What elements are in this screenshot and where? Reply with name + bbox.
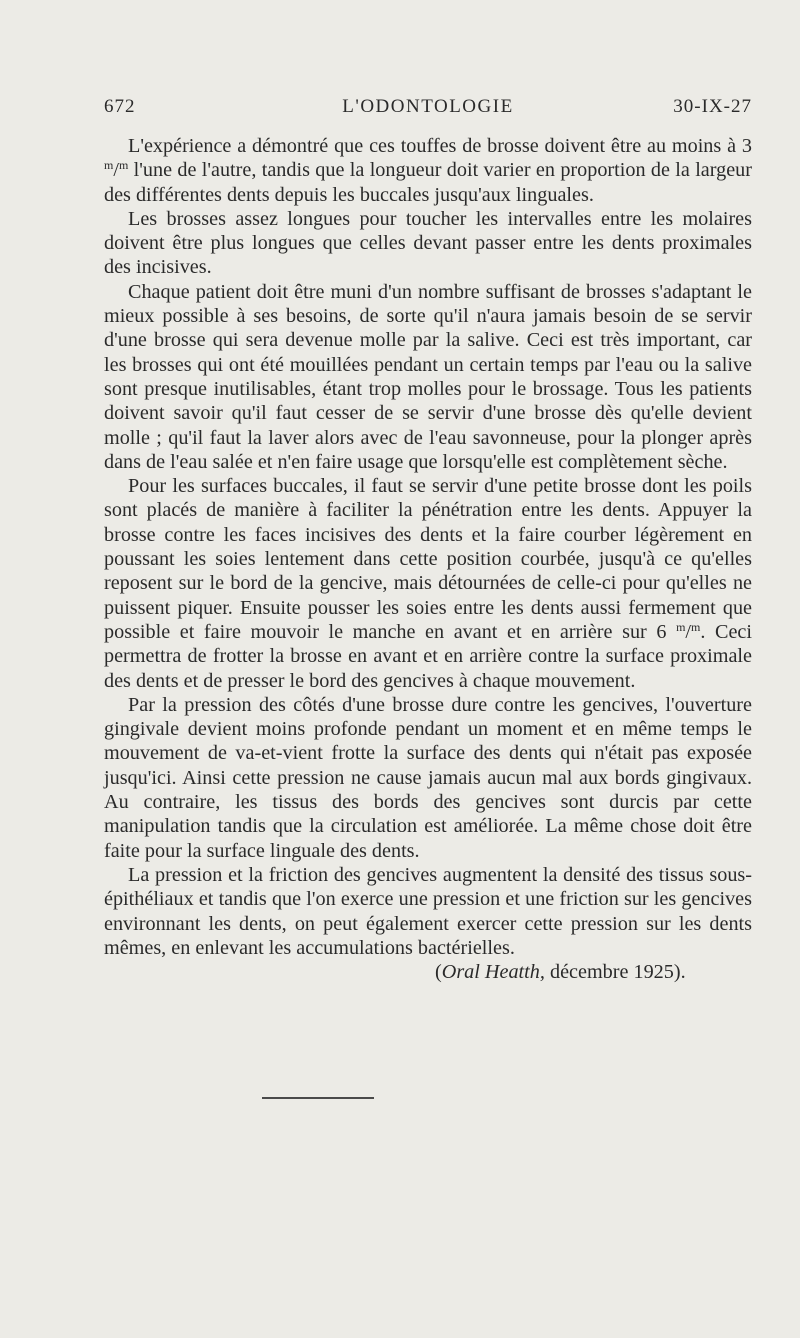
journal-title: L'ODONTOLOGIE — [342, 96, 514, 117]
paragraph-2: Les brosses assez longues pour toucher les intervalles entre les molaires doivent être plus longues que celles devant passer entre les dents proximales des incisives. — [104, 207, 752, 279]
paragraph-1 — [104, 134, 752, 207]
citation — [104, 960, 752, 984]
citation-open: ( — [435, 961, 442, 984]
unit-sup-m: m — [118, 158, 129, 173]
issue-date: 30-IX-27 — [673, 96, 752, 117]
paragraph-6: La pression et la friction des gencives augmentent la densité des tissus sous-épithéliaux et tandis que l'on exerce une pression et une friction sur les gencives environnant les dents, on peut également exercer cette pression sur les dents mêmes, en enlevant les accumulations bactérielles. — [104, 863, 752, 959]
paragraph-4-text-a: Pour les surfaces buccales, il faut se servir d'une petite brosse dont les poils sont placés de manière à faciliter la pénétration entre les dents. Appuyer la brosse contre les faces incisives des dents et la faire courber légèrement en poussant les soies lentement dans cette position courbée, jusqu'à ce qu'elles reposent sur le bord de la gencive, mais détournées de celle-ci pour qu'elles ne puissent piquer. Ensuite pousser les soies entre les dents aussi fermement que possible et faire mouvoir le manche en avant et en arrière sur 6 — [104, 475, 752, 643]
citation-journal: Oral Heatth, — [441, 961, 545, 984]
page-number: 672 — [104, 96, 136, 117]
unit-slash: / — [685, 620, 692, 643]
paragraph-4-text-b: . Ceci permettra de frotter la brosse en avant et en arrière contre la surface proximale des dents et de presser le bord des gencives à chaque mouvement. — [104, 620, 752, 692]
citation-date: décembre 1925). — [544, 961, 686, 984]
section-divider — [262, 1097, 374, 1099]
paragraph-1-text-b: l'une de l'autre, tandis que la longueur doit varier en proportion de la largeur des différentes dents depuis les buccales jusqu'aux linguales. — [104, 159, 752, 206]
unit-sup-m: m — [676, 619, 686, 634]
unit-slash: / — [113, 159, 119, 182]
paragraph-5: Par la pression des côtés d'une brosse dure contre les gencives, l'ouverture gingivale devient moins profonde pendant un moment et en même temps le mouvement de va-et-vient frotte la surface des dents qui n'était pas exposée jusqu'ici. Ainsi cette pression ne cause jamais aucun mal aux bords gingivaux. Au contraire, les tissus des bords des gencives sont durcis par cette manipulation tandis que la circulation est améliorée. La même chose doit être faite pour la surface linguale des dents. — [104, 693, 752, 862]
page — [104, 96, 752, 984]
running-head — [104, 96, 752, 124]
unit-sup-m: m — [104, 158, 114, 173]
paragraph-4 — [104, 474, 752, 693]
unit-sup-m: m — [691, 619, 701, 634]
paragraph-3: Chaque patient doit être muni d'un nombre suffisant de brosses s'adaptant le mieux possible à ses besoins, de sorte qu'il n'aura jamais besoin de se servir d'une brosse qui sera devenue molle par la salive. Ceci est très important, car les brosses qui ont été mouillées pendant un certain temps par l'eau ou la salive sont presque inutilisables, étant trop molles pour le brossage. Tous les patients doivent savoir qu'il faut cesser de se servir d'une brosse dès qu'elle devient molle ; qu'il faut la laver alors avec de l'eau savonneuse, pour la plonger après dans de l'eau salée et n'en faire usage que lorsqu'elle est complètement sèche. — [104, 280, 752, 473]
article-body — [104, 134, 752, 984]
paragraph-1-text-a: L'expérience a démontré que ces touffes de brosse doivent être au moins à 3 — [128, 135, 752, 157]
